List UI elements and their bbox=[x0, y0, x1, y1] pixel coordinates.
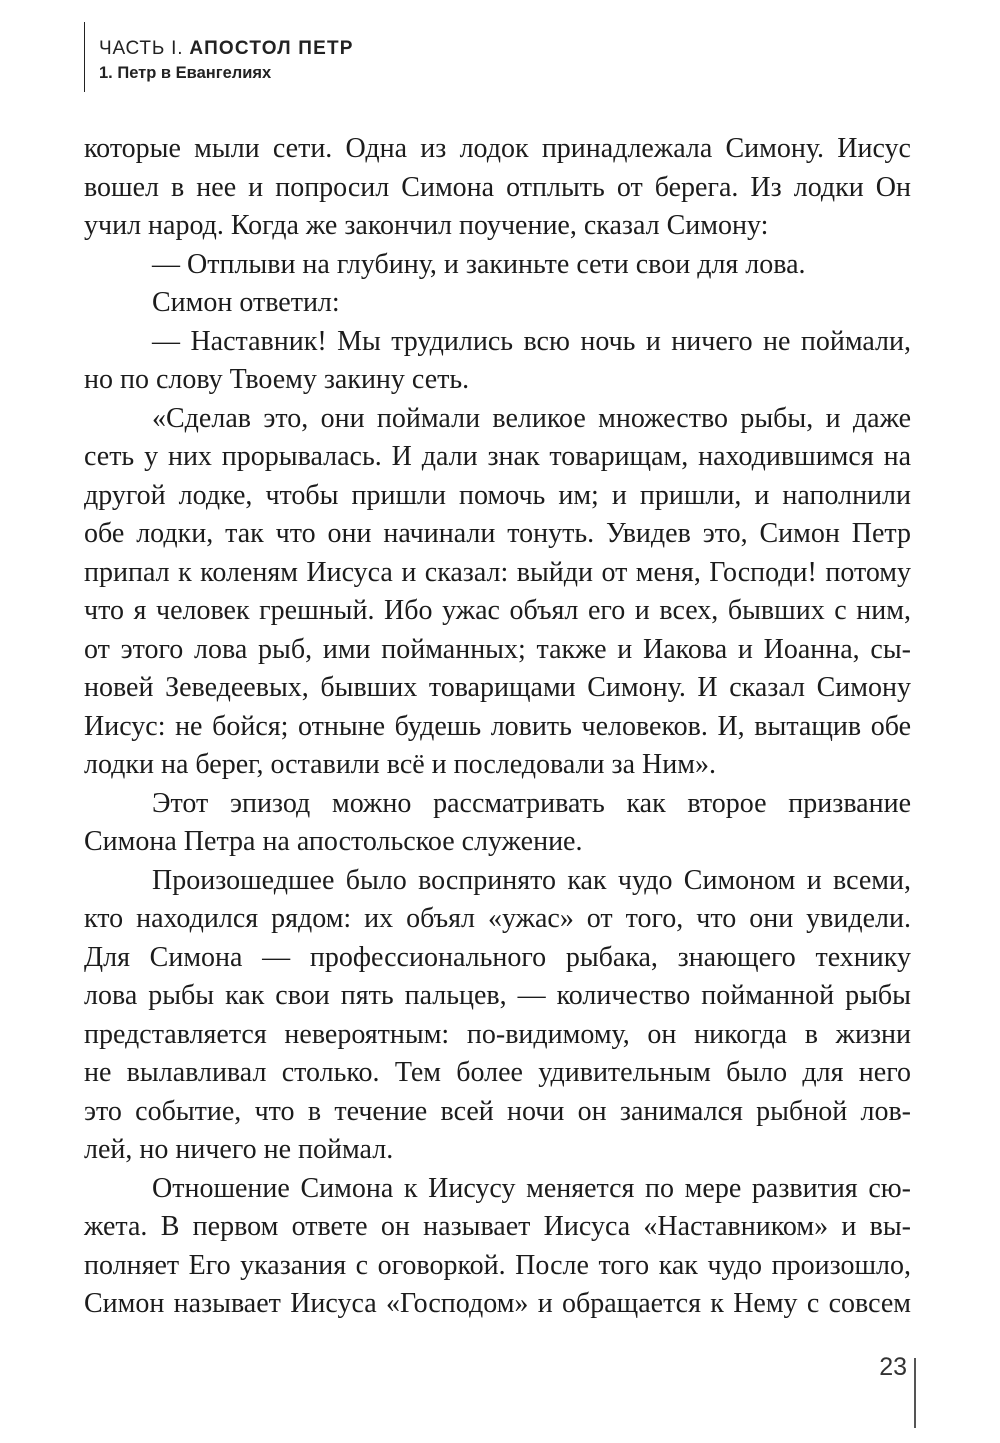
text-line: Этот эпизод можно рассматривать как второе призвание bbox=[152, 787, 911, 819]
text-line: полняет Его указания с оговоркой. После того как чудо произошло, bbox=[84, 1249, 911, 1281]
text-line: от этого лова рыб, ими пойманных; также и Иакова и Иоанна, сы- bbox=[84, 633, 911, 665]
text-line: жета. В первом ответе он называет Иисуса «Наставником» и вы- bbox=[84, 1211, 911, 1242]
text-line: это событие, что в течение всей ночи он занимался рыбной лов- bbox=[84, 1095, 911, 1127]
text-line: Произошедшее было воспринято как чудо Симоном и всеми, bbox=[152, 864, 911, 896]
page-number: 23 bbox=[879, 1353, 907, 1381]
running-head bbox=[84, 22, 354, 92]
page-number-rule bbox=[914, 1358, 916, 1428]
text-line: лодки на берег, оставили всё и последовали за Ним». bbox=[84, 749, 716, 780]
text-line: вошел в нее и попросил Симона отплыть от берега. Из лодки Он bbox=[84, 171, 911, 203]
text-line: Иисус: не бойся; отныне будешь ловить человеков. И, вытащив обе bbox=[84, 710, 911, 742]
text-line: «Сделав это, они поймали великое множество рыбы, и даже bbox=[152, 402, 911, 434]
text-line: что я человек грешный. Ибо ужас объял его и всех, бывших с ним, bbox=[84, 595, 911, 626]
text-line: Отношение Симона к Иисусу меняется по мере развития сю- bbox=[152, 1172, 911, 1204]
text-line: сеть у них прорывалась. И дали знак товарищам, находившимся на bbox=[84, 441, 911, 472]
text-line: кто находился рядом: их объял «ужас» от того, что они увидели. bbox=[84, 903, 911, 934]
text-line: не вылавливал столько. Тем более удивительным было для него bbox=[84, 1057, 911, 1088]
part-label: ЧАСТЬ I. bbox=[99, 38, 190, 59]
text-line: Симона Петра на апостольское служение. bbox=[84, 826, 583, 857]
text-line: лей, но ничего не поймал. bbox=[84, 1134, 394, 1165]
body-text bbox=[84, 130, 911, 1324]
chapter-heading: 1. Петр в Евангелиях bbox=[99, 64, 272, 82]
part-title: АПОСТОЛ ПЕТР bbox=[189, 38, 354, 59]
text-line: лова рыбы как свои пять пальцев, — количество пойманной рыбы bbox=[84, 980, 911, 1011]
text-line: другой лодке, чтобы пришли помочь им; и пришли, и наполнили bbox=[84, 479, 911, 511]
text-line: Симон ответил: bbox=[152, 287, 340, 318]
text-line: но по слову Твоему закину сеть. bbox=[84, 364, 470, 395]
text-line: Симон называет Иисуса «Господом» и обращается к Нему с совсем bbox=[84, 1288, 911, 1319]
text-line: припал к коленям Иисуса и сказал: выйди от меня, Господи! потому bbox=[84, 556, 911, 588]
text-line: обе лодки, так что они начинали тонуть. Увидев это, Симон Петр bbox=[84, 518, 911, 549]
text-line: — Наставник! Мы трудились всю ночь и ничего не поймали, bbox=[152, 325, 911, 357]
text-line: представляется невероятным: по-видимому, он никогда в жизни bbox=[84, 1018, 911, 1050]
text-line: учил народ. Когда же закончил поучение, сказал Симону: bbox=[84, 210, 769, 241]
text-line: новей Зеведеевых, бывших товарищами Симону. И сказал Симону bbox=[84, 672, 911, 703]
text-line: Для Симона — профессионального рыбака, знающего технику bbox=[84, 941, 911, 973]
text-line: — Отплыви на глубину, и закиньте сети свои для лова. bbox=[152, 248, 806, 280]
part-heading bbox=[99, 38, 354, 60]
text-line: которые мыли сети. Одна из лодок принадлежала Симону. Иисус bbox=[84, 133, 911, 164]
